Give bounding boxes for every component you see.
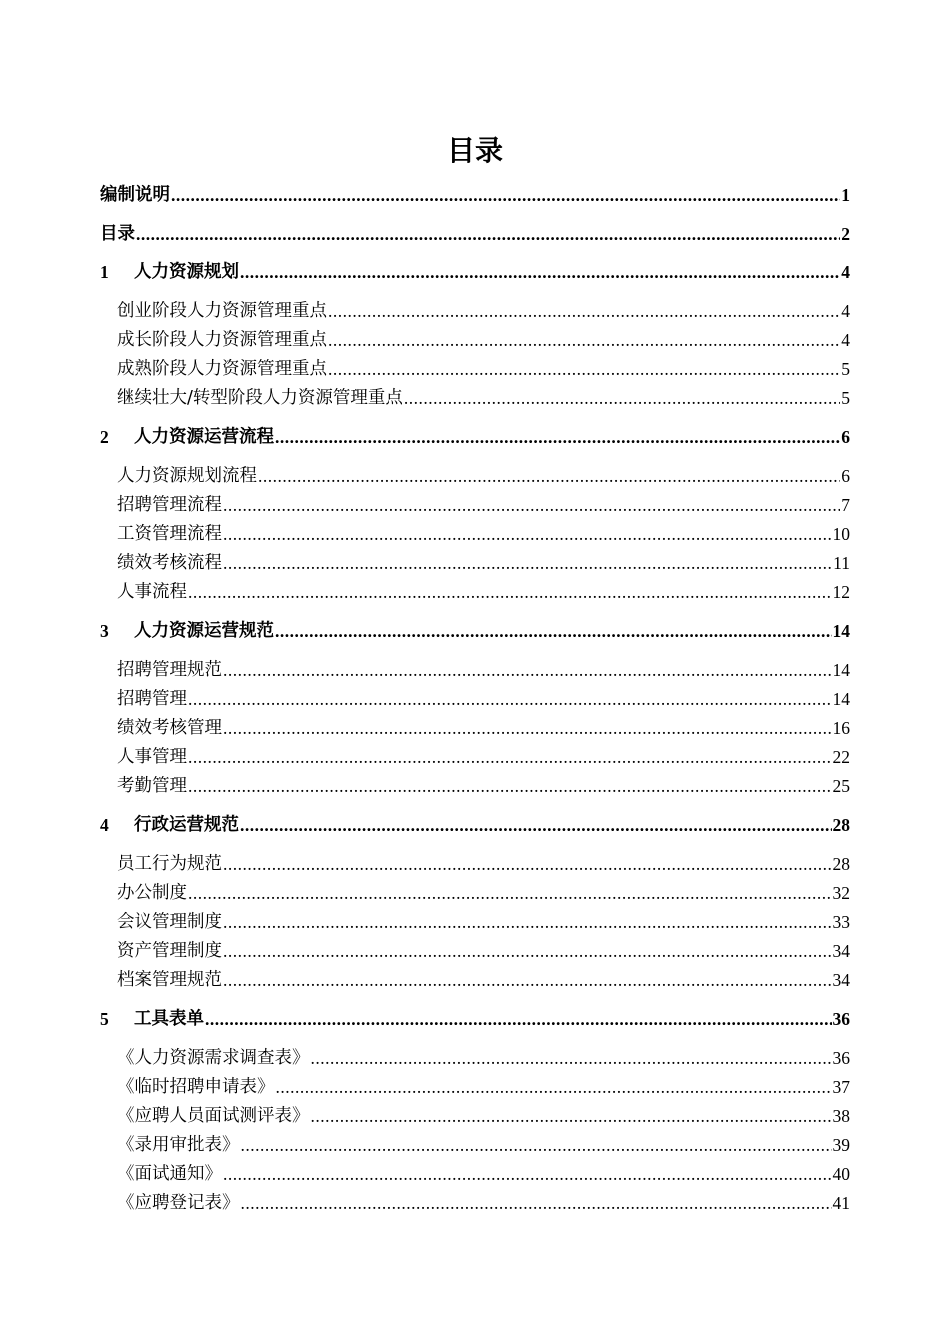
toc-entry-section[interactable] [117,550,850,576]
toc-entry-label: 工资管理流程 [117,524,222,544]
toc-entry-label: 员工行为规范 [117,854,222,874]
toc-entry-label: 《面试通知》 [117,1164,222,1184]
toc-entry-label: 《人力资源需求调查表》 [117,1048,310,1068]
toc-entry-page-number: 38 [832,1106,850,1126]
toc-entry-section[interactable] [117,657,850,683]
toc-entry-label: 绩效考核管理 [117,718,222,738]
toc-dot-leader [188,744,832,770]
toc-entry-section[interactable] [117,521,850,547]
toc-dot-leader [275,618,832,644]
toc-dot-leader [188,880,832,906]
toc-entry-section[interactable] [117,385,850,411]
toc-entry-page-number: 10 [832,524,850,544]
toc-entry-page-number: 36 [832,1009,850,1029]
toc-entry-label: 成长阶段人力资源管理重点 [117,330,327,350]
toc-entry-label: 考勤管理 [117,776,187,796]
toc-entry-section[interactable] [117,1103,850,1129]
toc-dot-leader [404,385,840,411]
toc-dot-leader [240,812,832,838]
toc-dot-leader [311,1103,832,1129]
toc-entry-section[interactable] [117,298,850,324]
toc-entry-page-number: 37 [832,1077,850,1097]
toc-entry-section[interactable] [117,1190,850,1216]
toc-dot-leader [241,1132,832,1158]
toc-entry-section[interactable] [117,715,850,741]
toc-entry-section[interactable] [117,579,850,605]
toc-entry-chapter[interactable] [100,618,850,644]
toc-entry-label: 人事管理 [117,747,187,767]
toc-entry-section[interactable] [117,356,850,382]
toc-entry-section[interactable] [117,1045,850,1071]
toc-dot-leader [223,967,832,993]
toc-entry-section[interactable] [117,938,850,964]
toc-dot-leader [223,715,832,741]
toc-entry-page-number: 1 [841,185,850,205]
toc-entry-chapter[interactable] [100,424,850,450]
toc-dot-leader [171,182,840,208]
toc-entry-page-number: 25 [832,776,850,796]
toc-entry-chapter[interactable] [100,221,850,247]
page-title: 目录 [446,134,503,167]
toc-entry-label: 成熟阶段人力资源管理重点 [117,359,327,379]
toc-dot-leader [188,773,832,799]
toc-entry-label: 人事流程 [117,582,187,602]
toc-dot-leader [223,851,832,877]
toc-dot-leader [328,327,840,353]
toc-entry-page-number: 14 [832,621,850,641]
toc-entry-page-number: 6 [841,466,850,486]
toc-dot-leader [241,1190,832,1216]
toc-entry-page-number: 32 [832,883,850,903]
toc-dot-leader [188,579,832,605]
toc-entry-section[interactable] [117,1132,850,1158]
toc-entry-section[interactable] [117,880,850,906]
toc-entry-page-number: 28 [832,854,850,874]
toc-entry-section[interactable] [117,463,850,489]
toc-entry-label: 创业阶段人力资源管理重点 [117,301,327,321]
toc-entry-page-number: 16 [832,718,850,738]
toc-entry-page-number: 2 [841,224,850,244]
toc-dot-leader [223,492,840,518]
toc-entry-page-number: 34 [832,941,850,961]
toc-entry-page-number: 40 [832,1164,850,1184]
toc-entry-label: 会议管理制度 [117,912,222,932]
toc-dot-leader [328,356,840,382]
toc-entry-label: 资产管理制度 [117,941,222,961]
toc-entry-chapter[interactable] [100,259,850,285]
toc-dot-leader [328,298,840,324]
toc-entry-label: 工具表单 [134,1009,204,1029]
toc-entry-page-number: 4 [841,301,850,321]
toc-entry-page-number: 36 [832,1048,850,1068]
toc-entry-label: 《应聘登记表》 [117,1193,240,1213]
toc-dot-leader [205,1006,832,1032]
toc-entry-page-number: 39 [832,1135,850,1155]
toc-entry-section[interactable] [117,851,850,877]
toc-entry-section[interactable] [117,686,850,712]
toc-dot-leader [223,938,832,964]
toc-entry-page-number: 12 [832,582,850,602]
toc-entry-chapter[interactable] [100,182,850,208]
toc-entry-label: 行政运营规范 [134,815,239,835]
toc-dot-leader [223,550,832,576]
toc-entry-number: 1 [100,262,109,282]
toc-dot-leader [223,657,832,683]
toc-entry-page-number: 14 [832,660,850,680]
toc-entry-number: 3 [100,621,109,641]
toc-entry-section[interactable] [117,327,850,353]
toc-entry-section[interactable] [117,1074,850,1100]
toc-entry-page-number: 11 [833,553,850,573]
toc-dot-leader [258,463,840,489]
toc-entry-section[interactable] [117,773,850,799]
toc-entry-page-number: 14 [832,689,850,709]
toc-entry-label: 《临时招聘申请表》 [117,1077,275,1097]
toc-entry-number: 4 [100,815,109,835]
toc-dot-leader [276,1074,832,1100]
toc-entry-page-number: 34 [832,970,850,990]
toc-entry-page-number: 5 [841,359,850,379]
toc-entry-label: 招聘管理流程 [117,495,222,515]
toc-entry-section[interactable] [117,909,850,935]
toc-dot-leader [223,1161,832,1187]
toc-entry-number: 5 [100,1009,109,1029]
toc-entry-label: 继续壮大/转型阶段人力资源管理重点 [117,388,403,408]
toc-entry-label: 招聘管理规范 [117,660,222,680]
toc-entry-page-number: 41 [832,1193,850,1213]
toc-entry-page-number: 4 [841,262,850,282]
toc-entry-label: 招聘管理 [117,689,187,709]
toc-entry-page-number: 28 [832,815,850,835]
toc-entry-chapter[interactable] [100,1006,850,1032]
toc-entry-label: 人力资源运营规范 [134,621,274,641]
toc-dot-leader [275,424,840,450]
toc-entry-label: 《录用审批表》 [117,1135,240,1155]
toc-entry-page-number: 22 [832,747,850,767]
toc-entry-label: 《应聘人员面试测评表》 [117,1106,310,1126]
toc-dot-leader [311,1045,832,1071]
toc-entry-page-number: 33 [832,912,850,932]
toc-entry-label: 目录 [100,224,135,244]
toc-entry-chapter[interactable] [100,812,850,838]
toc-entry-label: 人力资源规划 [134,262,239,282]
toc-entry-label: 办公制度 [117,883,187,903]
toc-entry-section[interactable] [117,967,850,993]
toc-entry-section[interactable] [117,744,850,770]
toc-entry-section[interactable] [117,492,850,518]
toc-entry-label: 编制说明 [100,185,170,205]
toc-entry-label: 绩效考核流程 [117,553,222,573]
toc-entry-number: 2 [100,427,109,447]
toc-dot-leader [188,686,832,712]
toc-entry-page-number: 5 [841,388,850,408]
toc-entry-page-number: 6 [841,427,850,447]
toc-entry-page-number: 4 [841,330,850,350]
toc-entry-label: 人力资源运营流程 [134,427,274,447]
toc-entry-label: 人力资源规划流程 [117,466,257,486]
toc-entry-label: 档案管理规范 [117,970,222,990]
toc-entry-section[interactable] [117,1161,850,1187]
toc-dot-leader [223,521,832,547]
toc-dot-leader [240,259,840,285]
toc-dot-leader [136,221,840,247]
toc-entry-page-number: 7 [841,495,850,515]
toc-dot-leader [223,909,832,935]
